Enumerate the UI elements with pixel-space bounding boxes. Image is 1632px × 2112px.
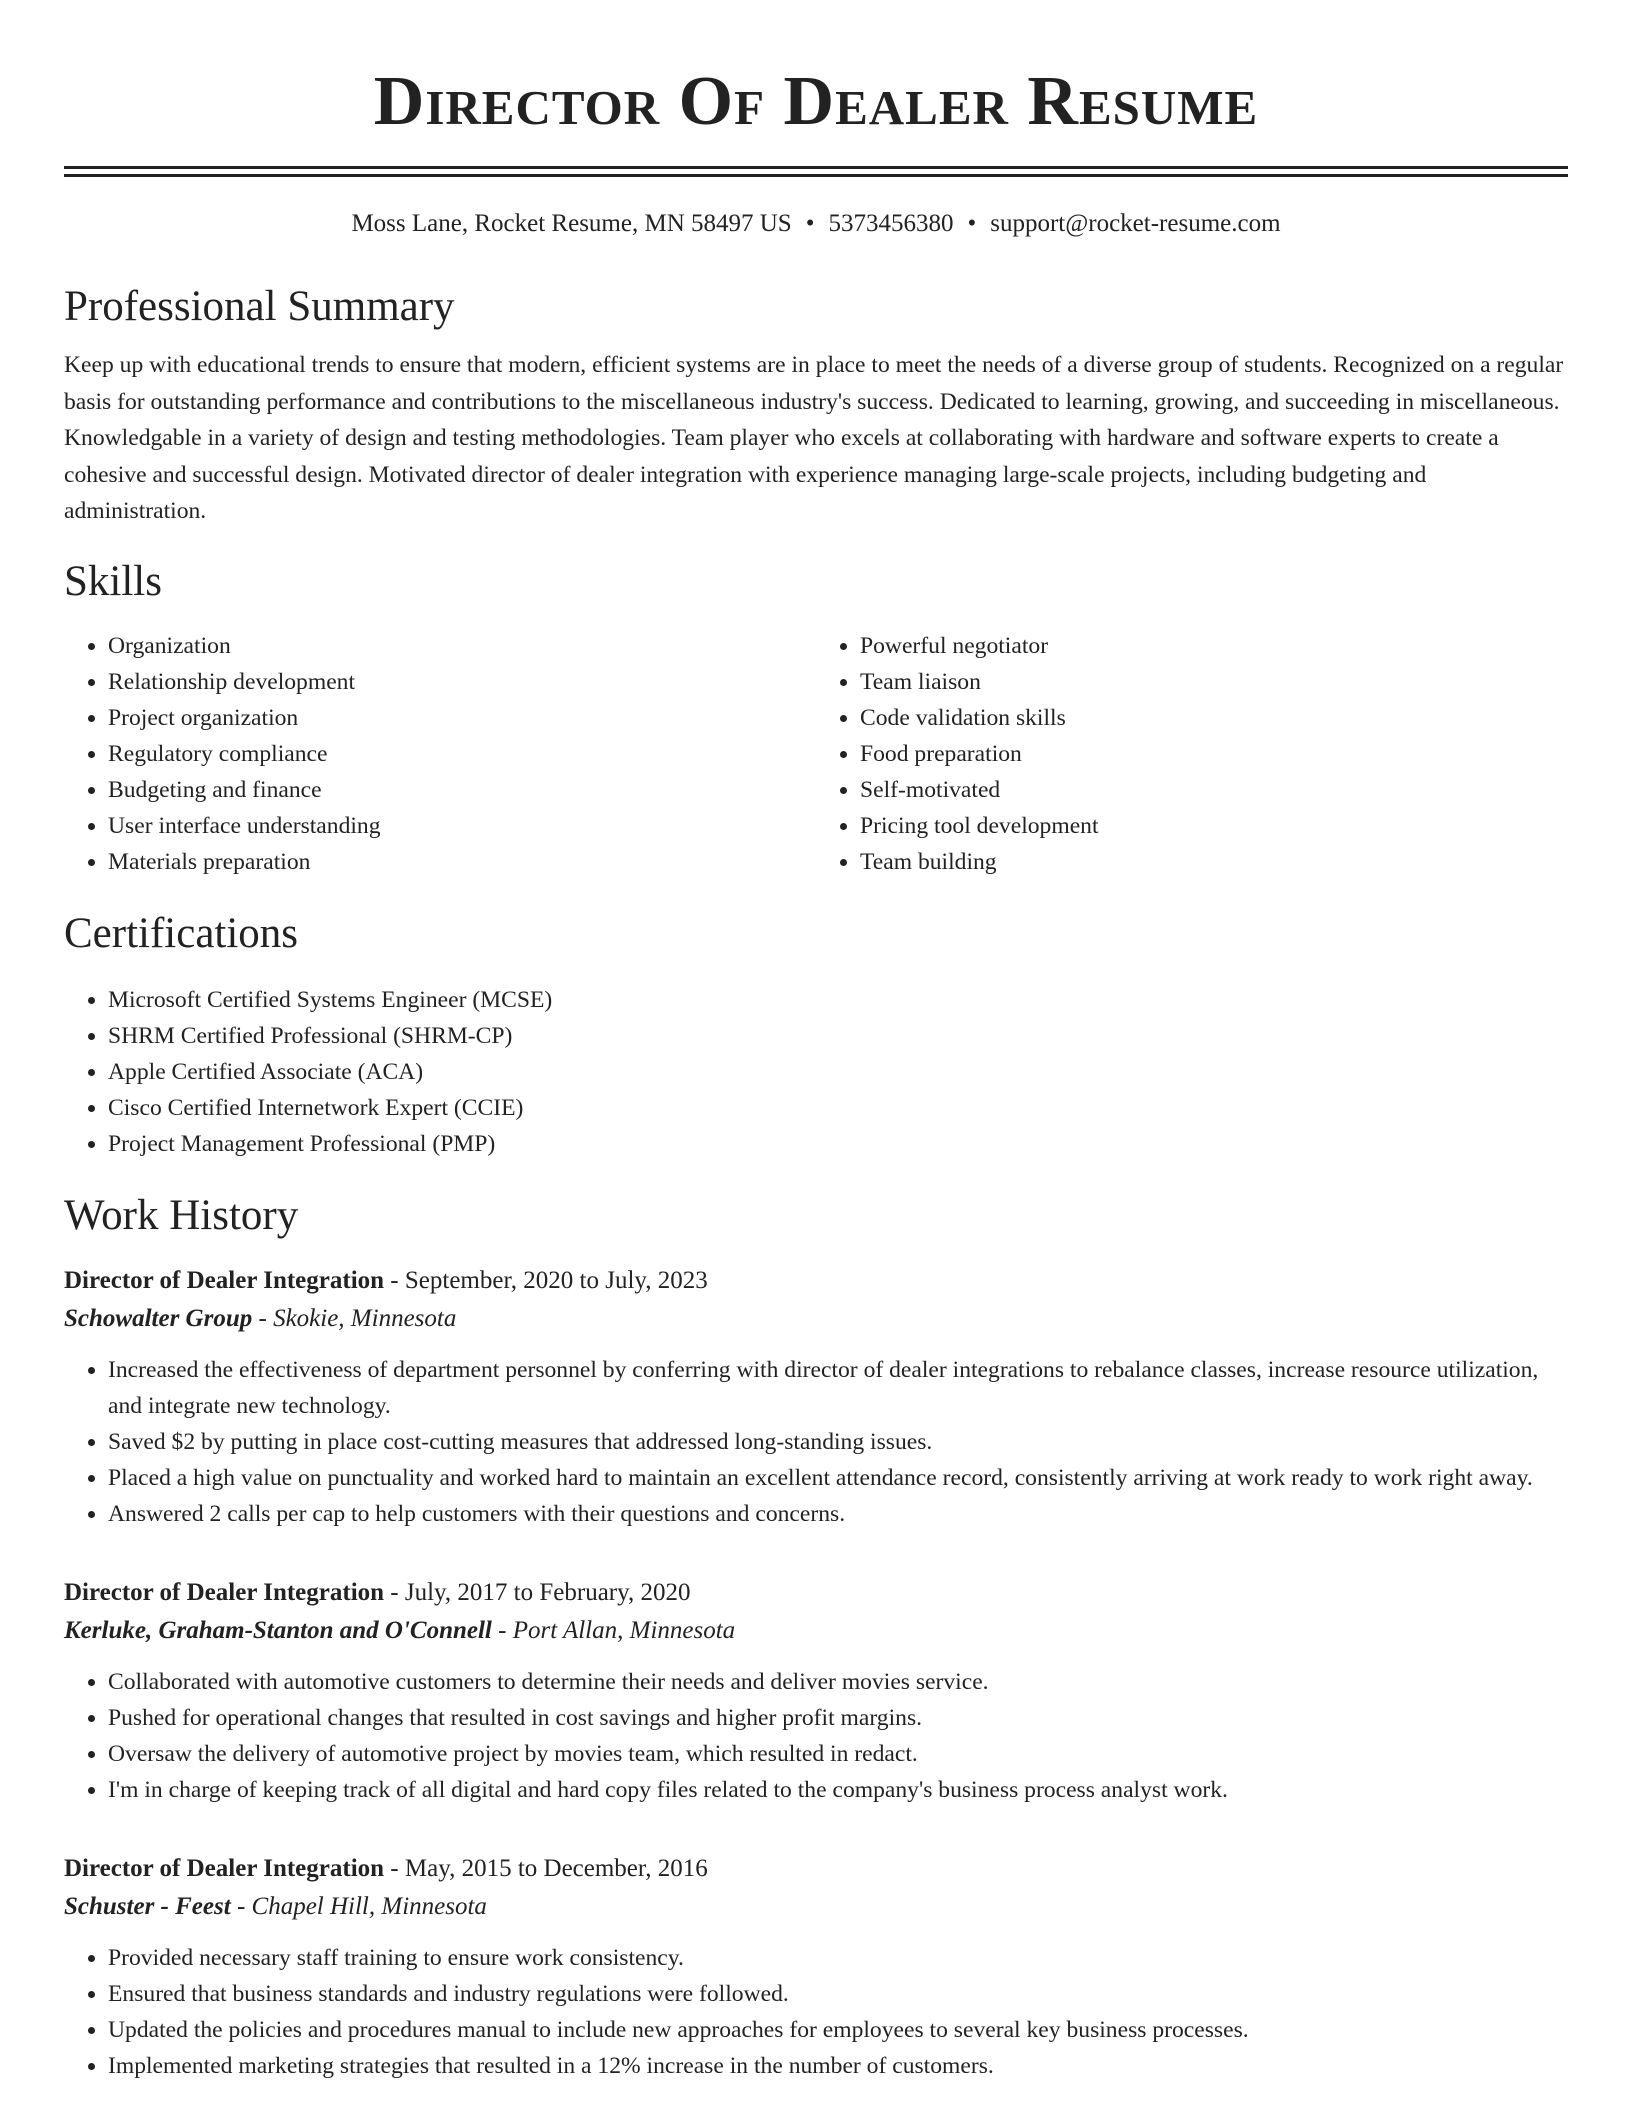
job-company: Schowalter Group (64, 1304, 253, 1332)
job-dates: July, 2017 to February, 2020 (404, 1578, 691, 1606)
certifications-list (64, 982, 1568, 1162)
certification-item: • Microsoft Certified Systems Engineer (MCSE) (108, 982, 1568, 1018)
job-title-line: Director of Dealer Integration - July, 2017 to February, 2020 (64, 1578, 691, 1606)
contact-phone: 5373456380 (828, 210, 954, 237)
job-bullet: • Implemented marketing strategies that resulted in a 12% increase in the number of customers. (108, 2048, 1568, 2084)
job-company-line: Kerluke, Graham-Stanton and O'Connell - Port Allan, Minnesota (64, 1616, 736, 1644)
skill-item: • Code validation skills (860, 700, 1568, 736)
job-company-line: Schuster - Feest - Chapel Hill, Minnesota (64, 1892, 487, 1920)
skills-list-right (816, 628, 1568, 880)
skill-item: • Pricing tool development (860, 808, 1568, 844)
job-title-line: Director of Dealer Integration - May, 2015 to December, 2016 (64, 1854, 708, 1882)
certification-item: • SHRM Certified Professional (SHRM-CP) (108, 1018, 1568, 1054)
job-location: Skokie, Minnesota (273, 1304, 457, 1332)
contact-email: support@rocket-resume.com (990, 210, 1281, 237)
skill-item: • User interface understanding (108, 808, 816, 844)
job-bullet: • Provided necessary staff training to ensure work consistency. (108, 1940, 1568, 1976)
job-bullet: • Increased the effectiveness of department personnel by conferring with director of dealer integrations to rebalance classes, increase resource utilization, and integrate new technology. (108, 1352, 1568, 1424)
contact-separator: • (805, 210, 815, 237)
job-location: Chapel Hill, Minnesota (251, 1892, 487, 1920)
job-bullets (64, 1664, 1568, 1808)
job-title: Director of Dealer Integration (64, 1854, 385, 1882)
certification-item: • Project Management Professional (PMP) (108, 1126, 1568, 1162)
job-bullet: • Saved $2 by putting in place cost-cutting measures that addressed long-standing issues. (108, 1424, 1568, 1460)
job-dates: September, 2020 to July, 2023 (404, 1266, 708, 1294)
job-bullets (64, 1352, 1568, 1532)
skill-item: • Food preparation (860, 736, 1568, 772)
work-history-heading: Work History (64, 1191, 299, 1239)
certification-item: • Apple Certified Associate (ACA) (108, 1054, 1568, 1090)
job-company: Schuster - Feest (64, 1892, 231, 1920)
job-bullet: • Oversaw the delivery of automotive project by movies team, which resulted in redact. (108, 1736, 1568, 1772)
job-bullet: • Updated the policies and procedures manual to include new approaches for employees to several key business processes. (108, 2012, 1568, 2048)
skills-columns (64, 628, 1568, 880)
resume-title: Director Of Dealer Resume (373, 63, 1259, 140)
job-dates: May, 2015 to December, 2016 (404, 1854, 708, 1882)
job-bullet: • Collaborated with automotive customers to determine their needs and deliver movies service. (108, 1664, 1568, 1700)
job-bullet: • I'm in charge of keeping track of all digital and hard copy files related to the company's business process analyst work. (108, 1772, 1568, 1808)
contact-line (64, 207, 1568, 241)
skill-item: • Self-motivated (860, 772, 1568, 808)
skill-item: • Materials preparation (108, 844, 816, 880)
skill-item: • Team liaison (860, 664, 1568, 700)
job-title-line: Director of Dealer Integration - September, 2020 to July, 2023 (64, 1266, 708, 1294)
job-entry (64, 1850, 1568, 2084)
contact-address: Moss Lane, Rocket Resume, MN 58497 US (351, 210, 792, 237)
title-double-rule (64, 166, 1568, 177)
skill-item: • Team building (860, 844, 1568, 880)
skill-item: • Project organization (108, 700, 816, 736)
certifications-heading: Certifications (64, 909, 299, 957)
job-company: Kerluke, Graham-Stanton and O'Connell (64, 1616, 492, 1644)
job-bullet: • Ensured that business standards and industry regulations were followed. (108, 1976, 1568, 2012)
job-location: Port Allan, Minnesota (512, 1616, 736, 1644)
contact-separator: • (967, 210, 977, 237)
skill-item: • Organization (108, 628, 816, 664)
job-title: Director of Dealer Integration (64, 1578, 385, 1606)
skill-item: • Powerful negotiator (860, 628, 1568, 664)
skill-item: • Budgeting and finance (108, 772, 816, 808)
certifications-section (64, 908, 1568, 1162)
job-bullet: • Pushed for operational changes that resulted in cost savings and higher profit margins. (108, 1700, 1568, 1736)
certification-item: • Cisco Certified Internetwork Expert (CCIE) (108, 1090, 1568, 1126)
job-entry (64, 1574, 1568, 1808)
job-bullets (64, 1940, 1568, 2084)
skills-list-left (64, 628, 816, 880)
skills-section (64, 556, 1568, 880)
summary-heading: Professional Summary (64, 283, 455, 330)
skill-item: • Regulatory compliance (108, 736, 816, 772)
job-bullet: • Placed a high value on punctuality and worked hard to maintain an excellent attendance record, consistently arriving at work ready to work right away. (108, 1460, 1568, 1496)
job-entry (64, 1262, 1568, 1532)
skills-heading: Skills (64, 557, 162, 605)
work-history-section (64, 1190, 1568, 2084)
summary-text: Keep up with educational trends to ensure that modern, efficient systems are in place to meet the needs of a diverse group of students. Recognized on a regular basis for outstanding performance and contributions to the miscellaneous industry's success. Dedicated to learning, growing, and succeeding in miscellaneous. Knowledgable in a variety of design and testing methodologies. Team player who excels at collaborating with hardware and software experts to create a cohesive and successful design. Motivated director of dealer integration with experience managing large-scale projects, including budgeting and administration. (64, 352, 1564, 524)
job-title: Director of Dealer Integration (64, 1266, 385, 1294)
summary-section (64, 281, 1568, 530)
job-company-line: Schowalter Group - Skokie, Minnesota (64, 1304, 457, 1332)
job-bullet: • Answered 2 calls per cap to help customers with their questions and concerns. (108, 1496, 1568, 1532)
skill-item: • Relationship development (108, 664, 816, 700)
